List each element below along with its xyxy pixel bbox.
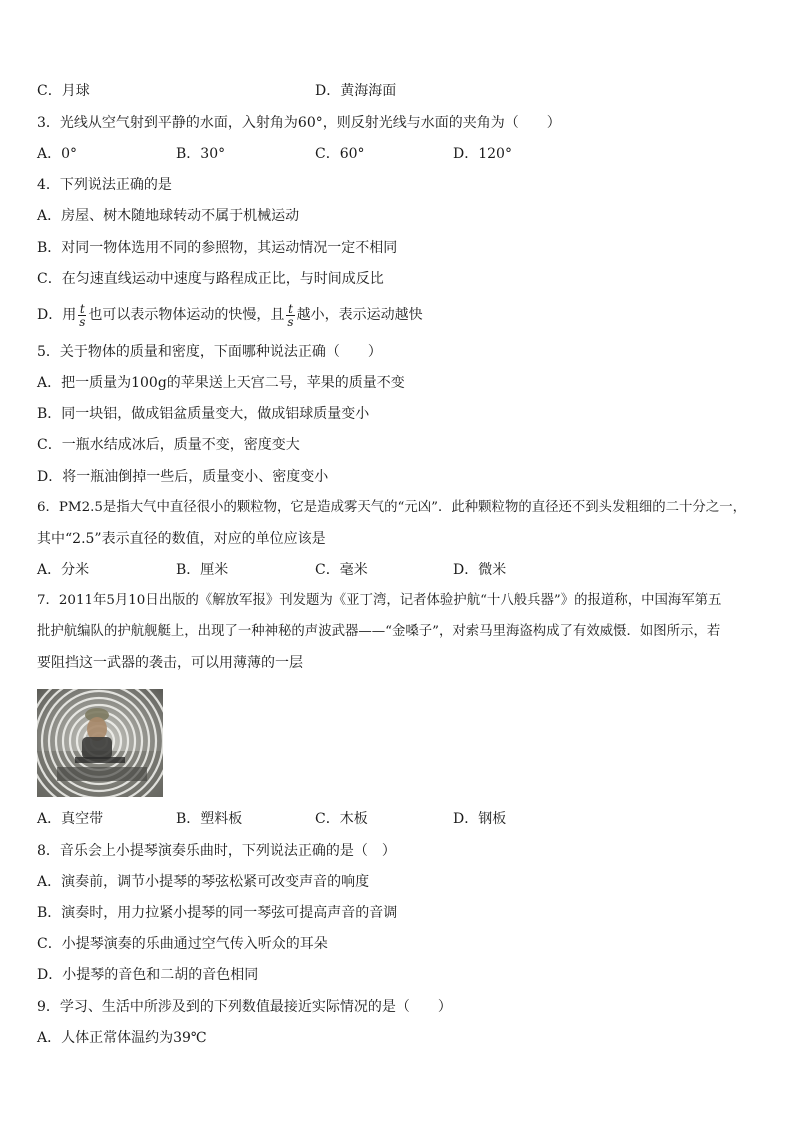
fraction-t-over-s — [286, 303, 294, 328]
q7-option-d: D．钢板 — [453, 811, 507, 827]
q6-option-b: B．厘米 — [176, 562, 229, 578]
q4-option-d-mid: 也可以表示物体运动的快慢，且 — [88, 307, 285, 323]
q5-option-c: C．一瓶水结成冰后，质量不变，密度变大 — [37, 437, 300, 453]
fraction-numerator: t — [288, 301, 293, 316]
q8-option-c: C．小提琴演奏的乐曲通过空气传入听众的耳朵 — [37, 936, 328, 952]
fraction-t-over-s — [78, 303, 86, 328]
q7-stem-line1: 7．2011年5月10日出版的《解放军报》刊发题为《亚丁湾，记者体验护航“十八般兵器”》的报道称，中国海军第五 — [37, 593, 722, 608]
q3-option-d: D．120° — [453, 146, 512, 162]
q7-option-b: B．塑料板 — [176, 811, 243, 827]
q9-option-a: A．人体正常体温约为39℃ — [37, 1030, 207, 1046]
q3-option-b: B．30° — [176, 146, 226, 162]
sound-weapon-photo-illustration — [37, 689, 163, 797]
q5-option-b: B．同一块铝，做成铝盆质量变大，做成铝球质量变小 — [37, 406, 370, 422]
fraction-numerator: t — [79, 301, 85, 316]
q3-option-c: C．60° — [315, 146, 365, 162]
q5-option-a: A．把一质量为100g的苹果送上天宫二号，苹果的质量不变 — [37, 375, 405, 391]
fraction-denominator: s — [287, 314, 294, 329]
q8-option-a: A．演奏前，调节小提琴的琴弦松紧可改变声音的响度 — [37, 874, 370, 890]
q4-option-d-prefix: D．用 — [37, 307, 77, 323]
q4-option-c: C．在匀速直线运动中速度与路程成正比，与时间成反比 — [37, 271, 384, 287]
q6-stem-line2: 其中“2.5”表示直径的数值，对应的单位应该是 — [37, 531, 326, 547]
q2-option-c: C．月球 — [37, 83, 90, 99]
q7-option-a: A．真空带 — [37, 811, 104, 827]
q8-option-b: B．演奏时，用力拉紧小提琴的同一琴弦可提高声音的音调 — [37, 905, 398, 921]
q7-option-c: C．木板 — [315, 811, 368, 827]
q5-option-d: D．将一瓶油倒掉一些后，质量变小、密度变小 — [37, 469, 329, 485]
q8-option-d: D．小提琴的音色和二胡的音色相同 — [37, 967, 259, 983]
q6-option-d: D．微米 — [453, 562, 507, 578]
q6-stem-line1: 6．PM2.5是指大气中直径很小的颗粒物，它是造成雾天气的“元凶”．此种颗粒物的直径还不到头发粗细的二十分之一， — [37, 500, 746, 515]
q4-option-a: A．房屋、树木随地球转动不属于机械运动 — [37, 208, 300, 224]
q7-stem-line2: 批护航编队的护航舰艇上，出现了一种神秘的声波武器——“金嗓子”，对索马里海盗构成了有效威慑．如图所示，若 — [37, 624, 721, 639]
q7-stem-line3: 要阻挡这一武器的袭击，可以用薄薄的一层 — [37, 655, 303, 671]
q9-stem: 9．学习、生活中所涉及到的下列数值最接近实际情况的是（ ） — [37, 999, 452, 1015]
q4-stem: 4．下列说法正确的是 — [37, 177, 172, 193]
q4-option-d — [37, 298, 423, 332]
q3-option-a: A．0° — [37, 146, 78, 162]
q6-option-c: C．毫米 — [315, 562, 368, 578]
q4-option-b: B．对同一物体选用不同的参照物，其运动情况一定不相同 — [37, 240, 398, 256]
q2-option-d: D．黄海海面 — [315, 83, 397, 99]
sound-weapon-photo — [37, 689, 163, 797]
q5-stem: 5．关于物体的质量和密度，下面哪种说法正确（ ） — [37, 344, 382, 360]
q6-option-a: A．分米 — [37, 562, 90, 578]
q4-option-d-suffix: 越小，表示运动越快 — [296, 307, 423, 323]
fraction-denominator: s — [79, 314, 86, 329]
q8-stem: 8．音乐会上小提琴演奏乐曲时，下列说法正确的是（ ） — [37, 843, 396, 859]
q3-stem: 3．光线从空气射到平静的水面，入射角为60°，则反射光线与水面的夹角为（ ） — [37, 115, 561, 131]
